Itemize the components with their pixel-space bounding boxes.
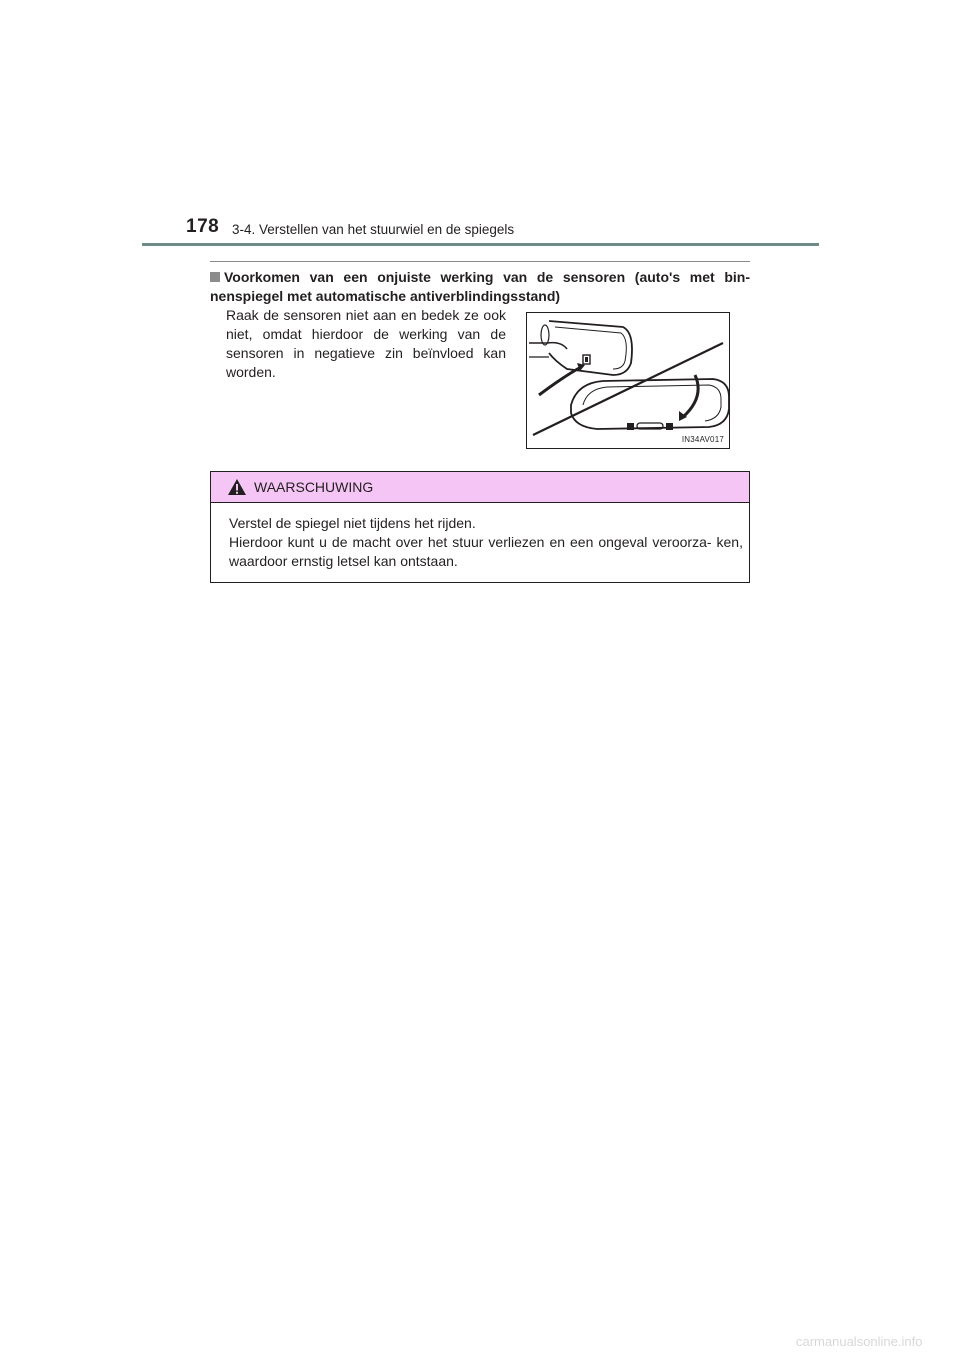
watermark: carmanualsonline.info: [796, 1334, 923, 1349]
section-rule: [210, 261, 750, 262]
warning-line-1: Verstel de spiegel niet tijdens het rijden.: [229, 515, 476, 531]
warning-body: [229, 514, 743, 571]
warning-triangle-icon: [227, 478, 247, 496]
section-heading: [210, 268, 750, 306]
header-rule: [142, 243, 819, 246]
figure-code: IN34AV017: [681, 435, 724, 444]
square-bullet-icon: [210, 272, 220, 282]
chapter-title: 3-4. Verstellen van het stuurwiel en de spiegels: [232, 222, 515, 237]
mirror-sensor-figure: [526, 312, 730, 449]
page-number: 178: [186, 216, 220, 237]
warning-header: [211, 472, 749, 503]
section-body-text: Raak de sensoren niet aan en bedek ze ook niet, omdat hierdoor de werking van de sensoren in negatieve zin beïnvloed kan worden.: [226, 307, 506, 380]
warning-box: [210, 471, 750, 583]
warning-line-2: Hierdoor kunt u de macht over het stuur verliezen en een ongeval veroorza- ken, waardoor ernstig letsel kan ontstaan.: [229, 534, 743, 569]
section-heading-text: Voorkomen van een onjuiste werking van de sensoren (auto's met bin- nenspiegel met automatische antiverblindingsstand): [210, 269, 750, 304]
warning-title: WAARSCHUWING: [254, 479, 374, 495]
rear-view-mirror-sensor-illustration: [527, 313, 731, 450]
